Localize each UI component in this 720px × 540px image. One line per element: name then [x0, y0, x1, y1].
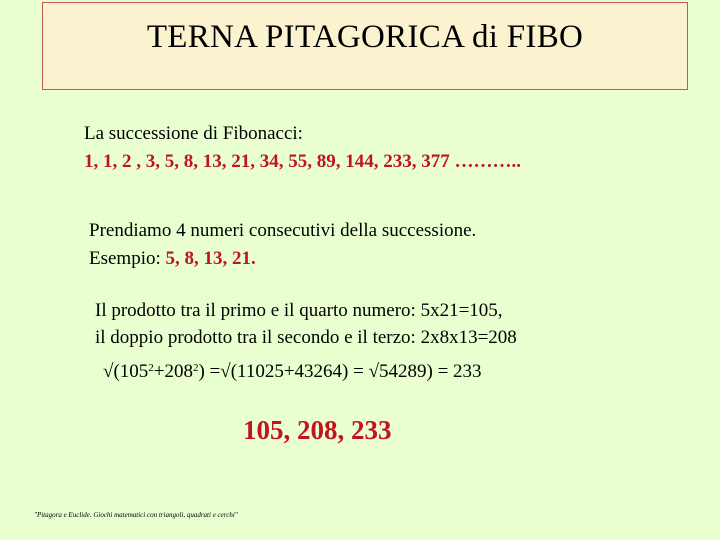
formula-open: (105 — [113, 361, 149, 382]
result-triple: 105, 208, 233 — [243, 415, 392, 445]
formula-plus: +208 — [153, 361, 193, 382]
example-values: 5, 8, 13, 21. — [165, 248, 256, 269]
example-line — [89, 247, 256, 271]
double-product-line: il doppio prodotto tra il secondo e il terzo: 2x8x13=208 — [95, 327, 517, 348]
formula-line — [103, 360, 482, 384]
formula-rest: ) =√(11025+43264) = √54289) = 233 — [198, 361, 482, 382]
title-box — [42, 2, 688, 90]
fibonacci-sequence: 1, 1, 2 , 3, 5, 8, 13, 21, 34, 55, 89, 144, 233, 377 ……….. — [84, 151, 521, 172]
page-title: TERNA PITAGORICA di FIBO — [146, 19, 584, 55]
product-line: Il prodotto tra il primo e il quarto numero: 5x21=105, — [95, 300, 503, 321]
sqrt-symbol: √ — [103, 361, 114, 382]
exponent-2: 2 — [192, 362, 199, 374]
example-label: Esempio: — [89, 248, 166, 269]
footnote: "Pitagora e Euclide. Giochi matematici con triangoli, quadrati e cerchi" — [34, 511, 238, 519]
step1-text: Prendiamo 4 numeri consecutivi della successione. — [89, 220, 477, 241]
intro-label: La successione di Fibonacci: — [84, 123, 303, 144]
exponent-1: 2 — [148, 362, 154, 374]
